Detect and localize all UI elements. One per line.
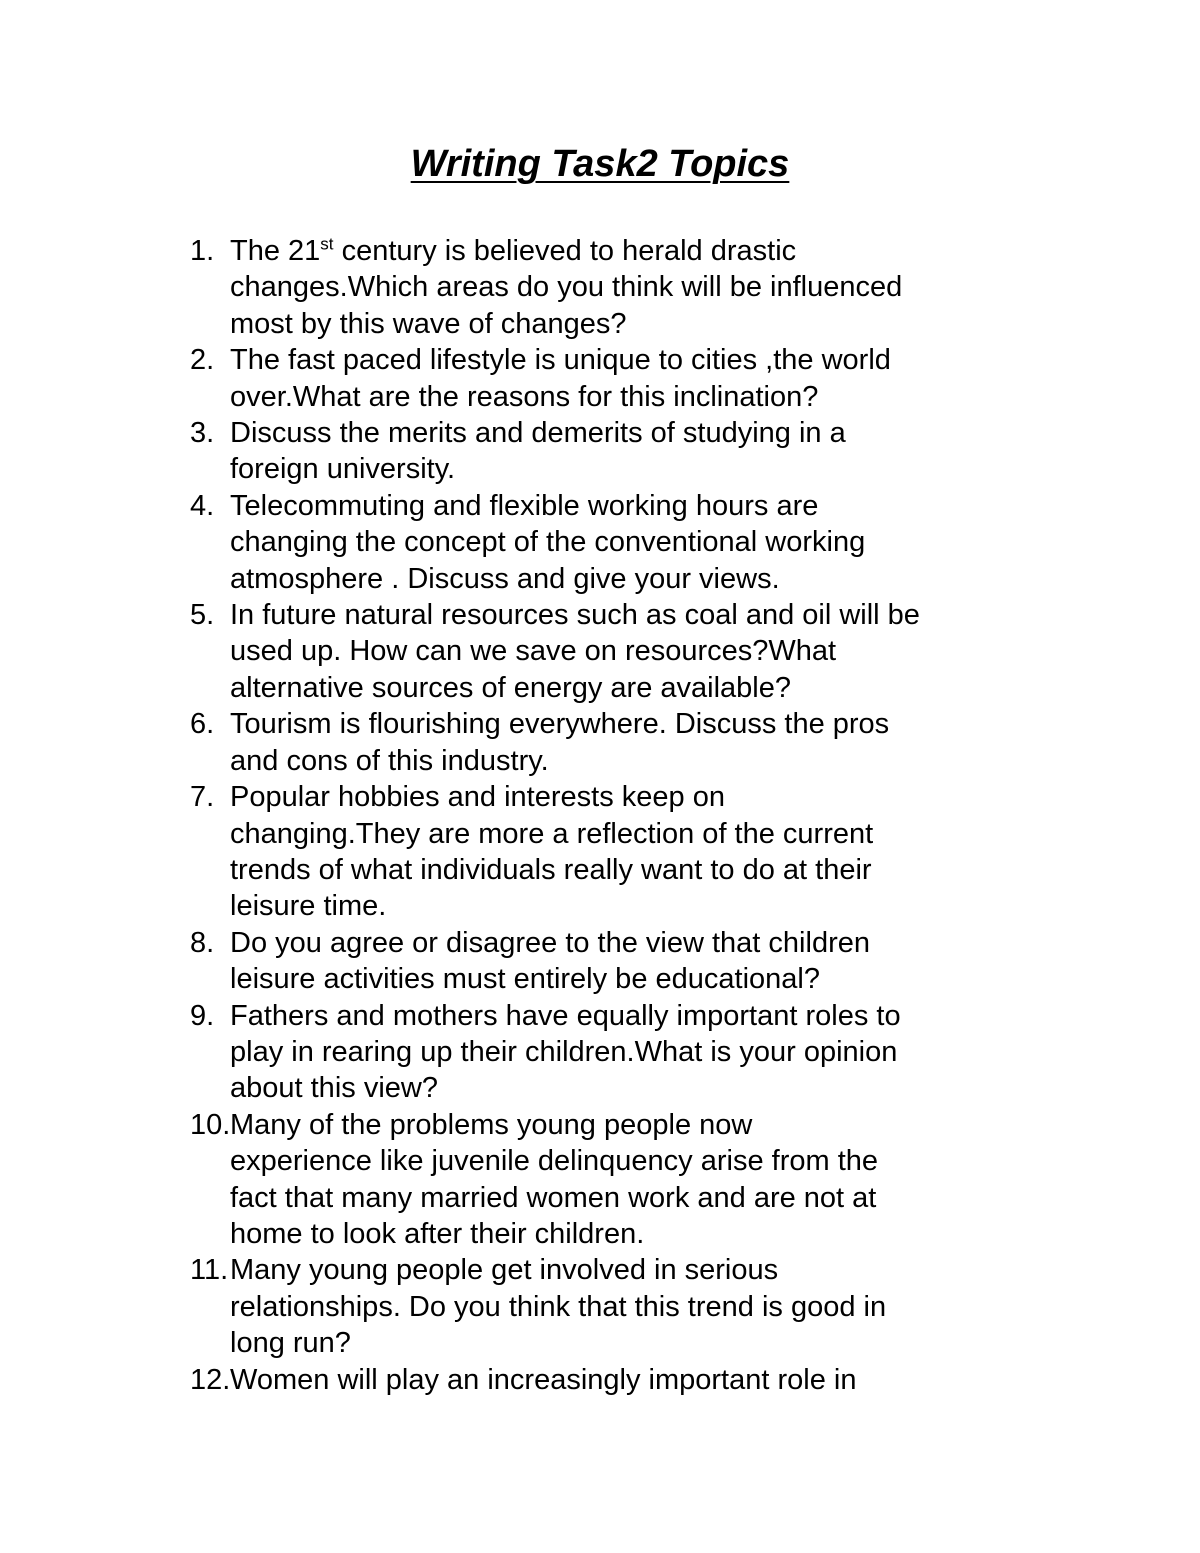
topic-item-4 (190, 488, 1040, 597)
topic-number: 11. (190, 1254, 229, 1287)
topic-item-1 (190, 233, 1040, 342)
topic-number: 3. (190, 417, 215, 450)
topic-number: 4. (190, 489, 215, 522)
topic-text-rest: century is believed to herald drastic changes.Which areas do you think will be influenced most by this wave of changes? (230, 235, 903, 340)
topic-number: 12. (190, 1363, 231, 1396)
topic-text-start: The 21 (230, 235, 321, 267)
topic-text: Discuss the merits and demerits of studying in a foreign university. (230, 417, 846, 486)
topic-number: 8. (190, 926, 215, 959)
topic-item-7 (190, 779, 1040, 925)
topic-number: 5. (190, 599, 215, 632)
topic-item-10 (190, 1107, 1040, 1253)
topic-text: Fathers and mothers have equally important roles to play in rearing up their children.What is your opinion about this view? (230, 999, 901, 1105)
topic-item-6 (190, 706, 1040, 779)
topic-item-2 (190, 342, 1040, 415)
topic-item-11 (190, 1252, 1040, 1361)
topic-number: 1. (190, 235, 215, 267)
topic-number: 2. (190, 344, 215, 377)
topic-text: Many young people get involved in serious relationships. Do you think that this trend is good in long run? (230, 1254, 887, 1360)
topic-text (230, 233, 1040, 342)
topic-text: In future natural resources such as coal and oil will be used up. How can we save on resources?What alternative sources of energy are available? (230, 599, 920, 704)
topic-text: Women will play an increasingly important role in (230, 1363, 857, 1396)
topic-text: Many of the problems young people now experience like juvenile delinquency arise from the fact that many married women work and are not at home to look after their children. (230, 1108, 879, 1250)
topic-item-3 (190, 415, 1040, 488)
topic-text: Do you agree or disagree to the view that children leisure activities must entirely be educational? (230, 926, 870, 996)
topic-item-5 (190, 597, 1040, 706)
topic-number: 10. (190, 1108, 231, 1141)
topic-text: Telecommuting and flexible working hours are changing the concept of the conventional working atmosphere . Discuss and give your views. (230, 489, 866, 595)
topic-number: 9. (190, 999, 215, 1032)
topic-item-8 (190, 925, 1040, 998)
topic-text: Tourism is flourishing everywhere. Discuss the pros and cons of this industry. (230, 708, 890, 777)
page-title: Writing Task2 Topics (410, 143, 790, 185)
topic-list (190, 233, 1040, 1398)
topic-item-12 (190, 1362, 1040, 1398)
topic-text: Popular hobbies and interests keep on changing.They are more a reflection of the current trends of what individuals really want to do at their leisure time. (230, 781, 874, 923)
topic-text: The fast paced lifestyle is unique to cities ,the world over.What are the reasons for this inclination? (230, 344, 891, 413)
topic-number: 7. (190, 781, 215, 814)
topic-number: 6. (190, 708, 215, 741)
topic-item-9 (190, 998, 1040, 1107)
ordinal-suffix: st (320, 234, 334, 254)
